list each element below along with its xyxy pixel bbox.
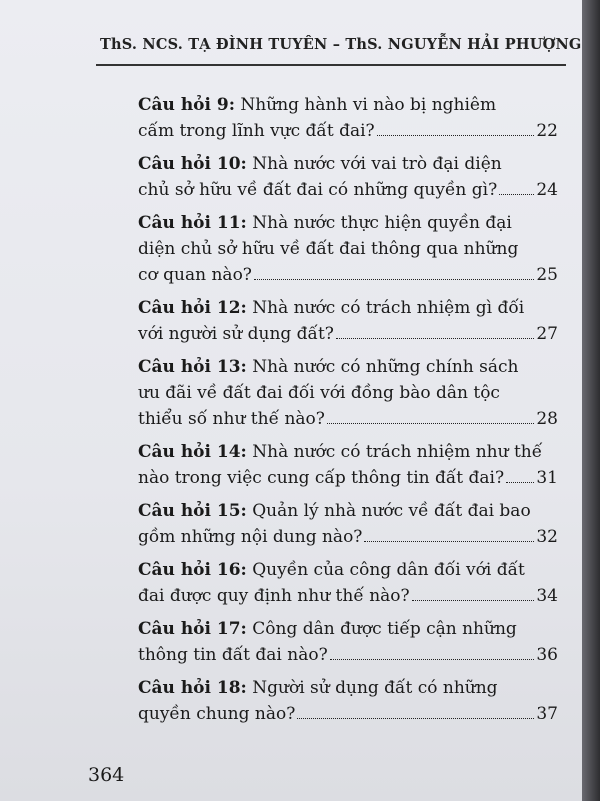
question-label: Câu hỏi 18:	[138, 678, 247, 698]
question-text: quyền chung nào?	[138, 704, 296, 724]
book-edge	[582, 0, 600, 801]
toc-entry-line	[138, 118, 558, 144]
toc-entry-line	[138, 465, 558, 491]
toc-entry	[138, 557, 558, 609]
toc-entry	[138, 151, 558, 203]
toc-entry-line	[138, 236, 558, 262]
question-text: chủ sở hữu về đất đai có những quyền gì?	[138, 180, 498, 200]
table-of-contents	[138, 92, 558, 734]
question-label: Câu hỏi 15:	[138, 501, 247, 521]
question-label: Câu hỏi 14:	[138, 442, 247, 462]
question-text: Nhà nước có trách nhiệm như thế	[252, 442, 543, 462]
page-number: 364	[88, 764, 125, 786]
toc-entry-line	[138, 583, 558, 609]
toc-entry-line	[138, 524, 558, 550]
toc-entry-line	[138, 406, 558, 432]
toc-entry-line	[138, 92, 558, 118]
leader-dots	[330, 659, 535, 660]
leader-dots	[499, 194, 534, 195]
toc-entry	[138, 439, 558, 491]
toc-page-number: 36	[536, 645, 558, 665]
toc-page-number: 28	[536, 409, 558, 429]
toc-entry-line	[138, 177, 558, 203]
leader-dots	[364, 541, 534, 542]
toc-entry	[138, 92, 558, 144]
toc-page-number: 32	[536, 527, 558, 547]
toc-entry-line	[138, 354, 558, 380]
leader-dots	[297, 718, 534, 719]
question-text: thiểu số như thế nào?	[138, 409, 325, 429]
question-text: Người sử dụng đất có những	[252, 678, 498, 698]
toc-page-number: 31	[536, 468, 558, 488]
toc-entry-line	[138, 151, 558, 177]
question-label: Câu hỏi 9:	[138, 95, 236, 115]
toc-entry-line	[138, 210, 558, 236]
toc-page-number: 34	[536, 586, 558, 606]
question-text: nào trong việc cung cấp thông tin đất đai?	[138, 468, 505, 488]
question-label: Câu hỏi 13:	[138, 357, 247, 377]
toc-entry-line	[138, 642, 558, 668]
toc-entry-line	[138, 295, 558, 321]
question-text: đai được quy định như thế nào?	[138, 586, 410, 606]
question-text: Những hành vi nào bị nghiêm	[240, 95, 497, 115]
leader-dots	[412, 600, 535, 601]
question-label: Câu hỏi 10:	[138, 154, 247, 174]
toc-entry-line	[138, 701, 558, 727]
question-text: Quản lý nhà nước về đất đai bao	[252, 501, 531, 521]
toc-entry-line	[138, 321, 558, 347]
toc-page-number: 37	[536, 704, 558, 724]
question-text: cơ quan nào?	[138, 265, 252, 285]
toc-page-number: 22	[536, 121, 558, 141]
leader-dots	[377, 135, 535, 136]
toc-page-number: 27	[536, 324, 558, 344]
header-rule	[96, 64, 566, 66]
question-label: Câu hỏi 16:	[138, 560, 247, 580]
running-header: ThS. NCS. TẠ ĐÌNH TUYÊN – ThS. NGUYỄN HẢI PHƯỢNG	[100, 36, 582, 53]
toc-entry	[138, 295, 558, 347]
question-text: gồm những nội dung nào?	[138, 527, 363, 547]
leader-dots	[254, 279, 534, 280]
question-text: Nhà nước có những chính sách	[252, 357, 519, 377]
toc-entry	[138, 210, 558, 288]
toc-entry-line	[138, 380, 558, 406]
toc-entry	[138, 354, 558, 432]
leader-dots	[506, 482, 534, 483]
toc-page-number: 24	[536, 180, 558, 200]
question-text: cấm trong lĩnh vực đất đai?	[138, 121, 375, 141]
question-text: với người sử dụng đất?	[138, 324, 334, 344]
toc-entry-line	[138, 557, 558, 583]
question-text: thông tin đất đai nào?	[138, 645, 328, 665]
toc-entry-line	[138, 262, 558, 288]
toc-entry-line	[138, 439, 558, 465]
leader-dots	[336, 338, 534, 339]
question-text: Nhà nước có trách nhiệm gì đối	[252, 298, 525, 318]
leader-dots	[327, 423, 534, 424]
toc-entry-line	[138, 498, 558, 524]
question-label: Câu hỏi 17:	[138, 619, 247, 639]
question-text: Nhà nước với vai trò đại diện	[252, 154, 502, 174]
question-label: Câu hỏi 12:	[138, 298, 247, 318]
toc-entry	[138, 675, 558, 727]
toc-entry-line	[138, 616, 558, 642]
toc-page-number: 25	[536, 265, 558, 285]
question-text: Quyền của công dân đối với đất	[252, 560, 525, 580]
toc-entry	[138, 498, 558, 550]
question-text: Công dân được tiếp cận những	[252, 619, 517, 639]
question-label: Câu hỏi 11:	[138, 213, 247, 233]
question-text: diện chủ sở hữu về đất đai thông qua những	[138, 239, 519, 259]
question-text: Nhà nước thực hiện quyền đại	[252, 213, 512, 233]
toc-entry-line	[138, 675, 558, 701]
toc-entry	[138, 616, 558, 668]
question-text: ưu đãi về đất đai đối với đồng bào dân tộc	[138, 383, 500, 403]
